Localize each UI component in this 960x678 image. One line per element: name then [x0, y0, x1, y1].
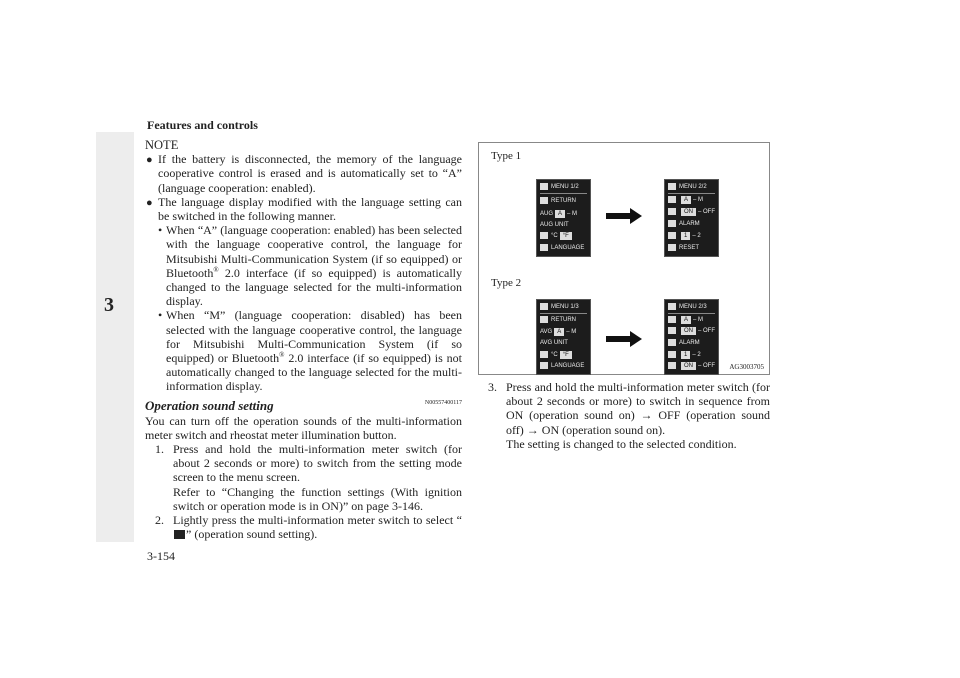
chapter-number: 3: [104, 294, 114, 316]
return-icon: [540, 316, 548, 323]
turn-signal-icon: [668, 351, 676, 358]
sound-icon: [668, 208, 676, 215]
step-1: 1. Press and hold the multi-information meter switch (for about 2 seconds or more) to switch from the setting mode screen to the menu screen. Refer to “Changing the function settings (With ignition switch or operation mode is in ON)” on page 3-146.: [155, 442, 462, 513]
display-icon: [668, 196, 676, 203]
display-icon: [668, 316, 676, 323]
note-sub-item: • When “M” (language cooperation: disabled) has been selected with the language cooperative control, the language for Mitsubishi Multi-Communication System (if so equipped) or Bluetooth® 2.0 interface (if so equipped) is not automatically changed to the language selected for the multi-information display.: [158, 308, 463, 394]
menu-icon: [668, 303, 676, 310]
alarm-icon: [668, 220, 676, 227]
menu-icon: [540, 183, 548, 190]
note-bullet: ● If the battery is disconnected, the memory of the language cooperative control is erased and is automatically set to “A” (language cooperation: enabled).: [146, 152, 462, 195]
thermometer-icon: [540, 232, 548, 239]
type1-label: Type 1: [491, 150, 522, 162]
note-sub-item: • When “A” (language cooperation: enabled) has been selected with the language cooperative control, the language for Mitsubishi Multi-Communication System (if so equipped) or Bluetooth® 2.0 interface (if so equipped) is automatically changed to the language selected for the multi-information display.: [158, 223, 462, 309]
page-number: 3-154: [147, 549, 175, 563]
arrow-right-icon: [604, 206, 644, 226]
page-header-title: Features and controls: [147, 118, 258, 132]
left-column: [145, 138, 462, 541]
sound-icon: [668, 327, 676, 334]
figure-code: AG3003705: [729, 363, 764, 371]
thermometer-icon: [540, 351, 548, 358]
menu-icon: [540, 303, 548, 310]
section-code: N00557400117: [424, 399, 462, 406]
chapter-tab: [96, 132, 134, 542]
type2-menu-screen-2: MENU 2/3 A – M ON – OFF ALARM 1 – 2 ON – OFF: [664, 299, 719, 375]
language-icon: [540, 362, 548, 369]
menu-screens-figure: [478, 142, 770, 375]
right-column: [478, 380, 770, 451]
type2-menu-screen-1: MENU 1/3 RETURN AVG A – M AVG UNIT °C °F LANGUAGE: [536, 299, 591, 375]
step-2: 2. Lightly press the multi-information meter switch to select “” (operation sound setting).: [155, 513, 462, 542]
type1-menu-screen-2: MENU 2/2 A – M ON – OFF ALARM 1 – 2 RESET: [664, 179, 719, 257]
section-intro: You can turn off the operation sounds of the multi-information meter switch and rheostat meter illumination button.: [145, 413, 462, 442]
arrow-right-icon: [604, 329, 644, 349]
reset-icon: [668, 244, 676, 251]
alarm-icon: [668, 339, 676, 346]
return-icon: [540, 197, 548, 204]
note-label: NOTE: [145, 138, 179, 152]
menu-icon: [668, 183, 676, 190]
type2-label: Type 2: [491, 277, 522, 289]
type1-menu-screen-1: MENU 1/2 RETURN AUG A – M AUG UNIT °C °F LANGUAGE: [536, 179, 591, 257]
section-heading: Operation sound setting N00557400117: [145, 398, 462, 414]
turn-signal-icon: [668, 232, 676, 239]
language-icon: [540, 244, 548, 251]
note-bullet: ● The language display modified with the language setting can be switched in the following manner.: [146, 194, 462, 224]
bullet-icon: ●: [146, 154, 153, 167]
seatbelt-icon: [668, 362, 676, 369]
bullet-icon: ●: [146, 196, 153, 209]
step-3: 3. Press and hold the multi-information meter switch (for about 2 seconds or more) to switch in sequence from ON (operation sound on) → OFF (operation sound off) → ON (operation sound on). The setting is changed to the selected condition.: [488, 380, 770, 451]
operation-sound-icon: [174, 530, 185, 539]
